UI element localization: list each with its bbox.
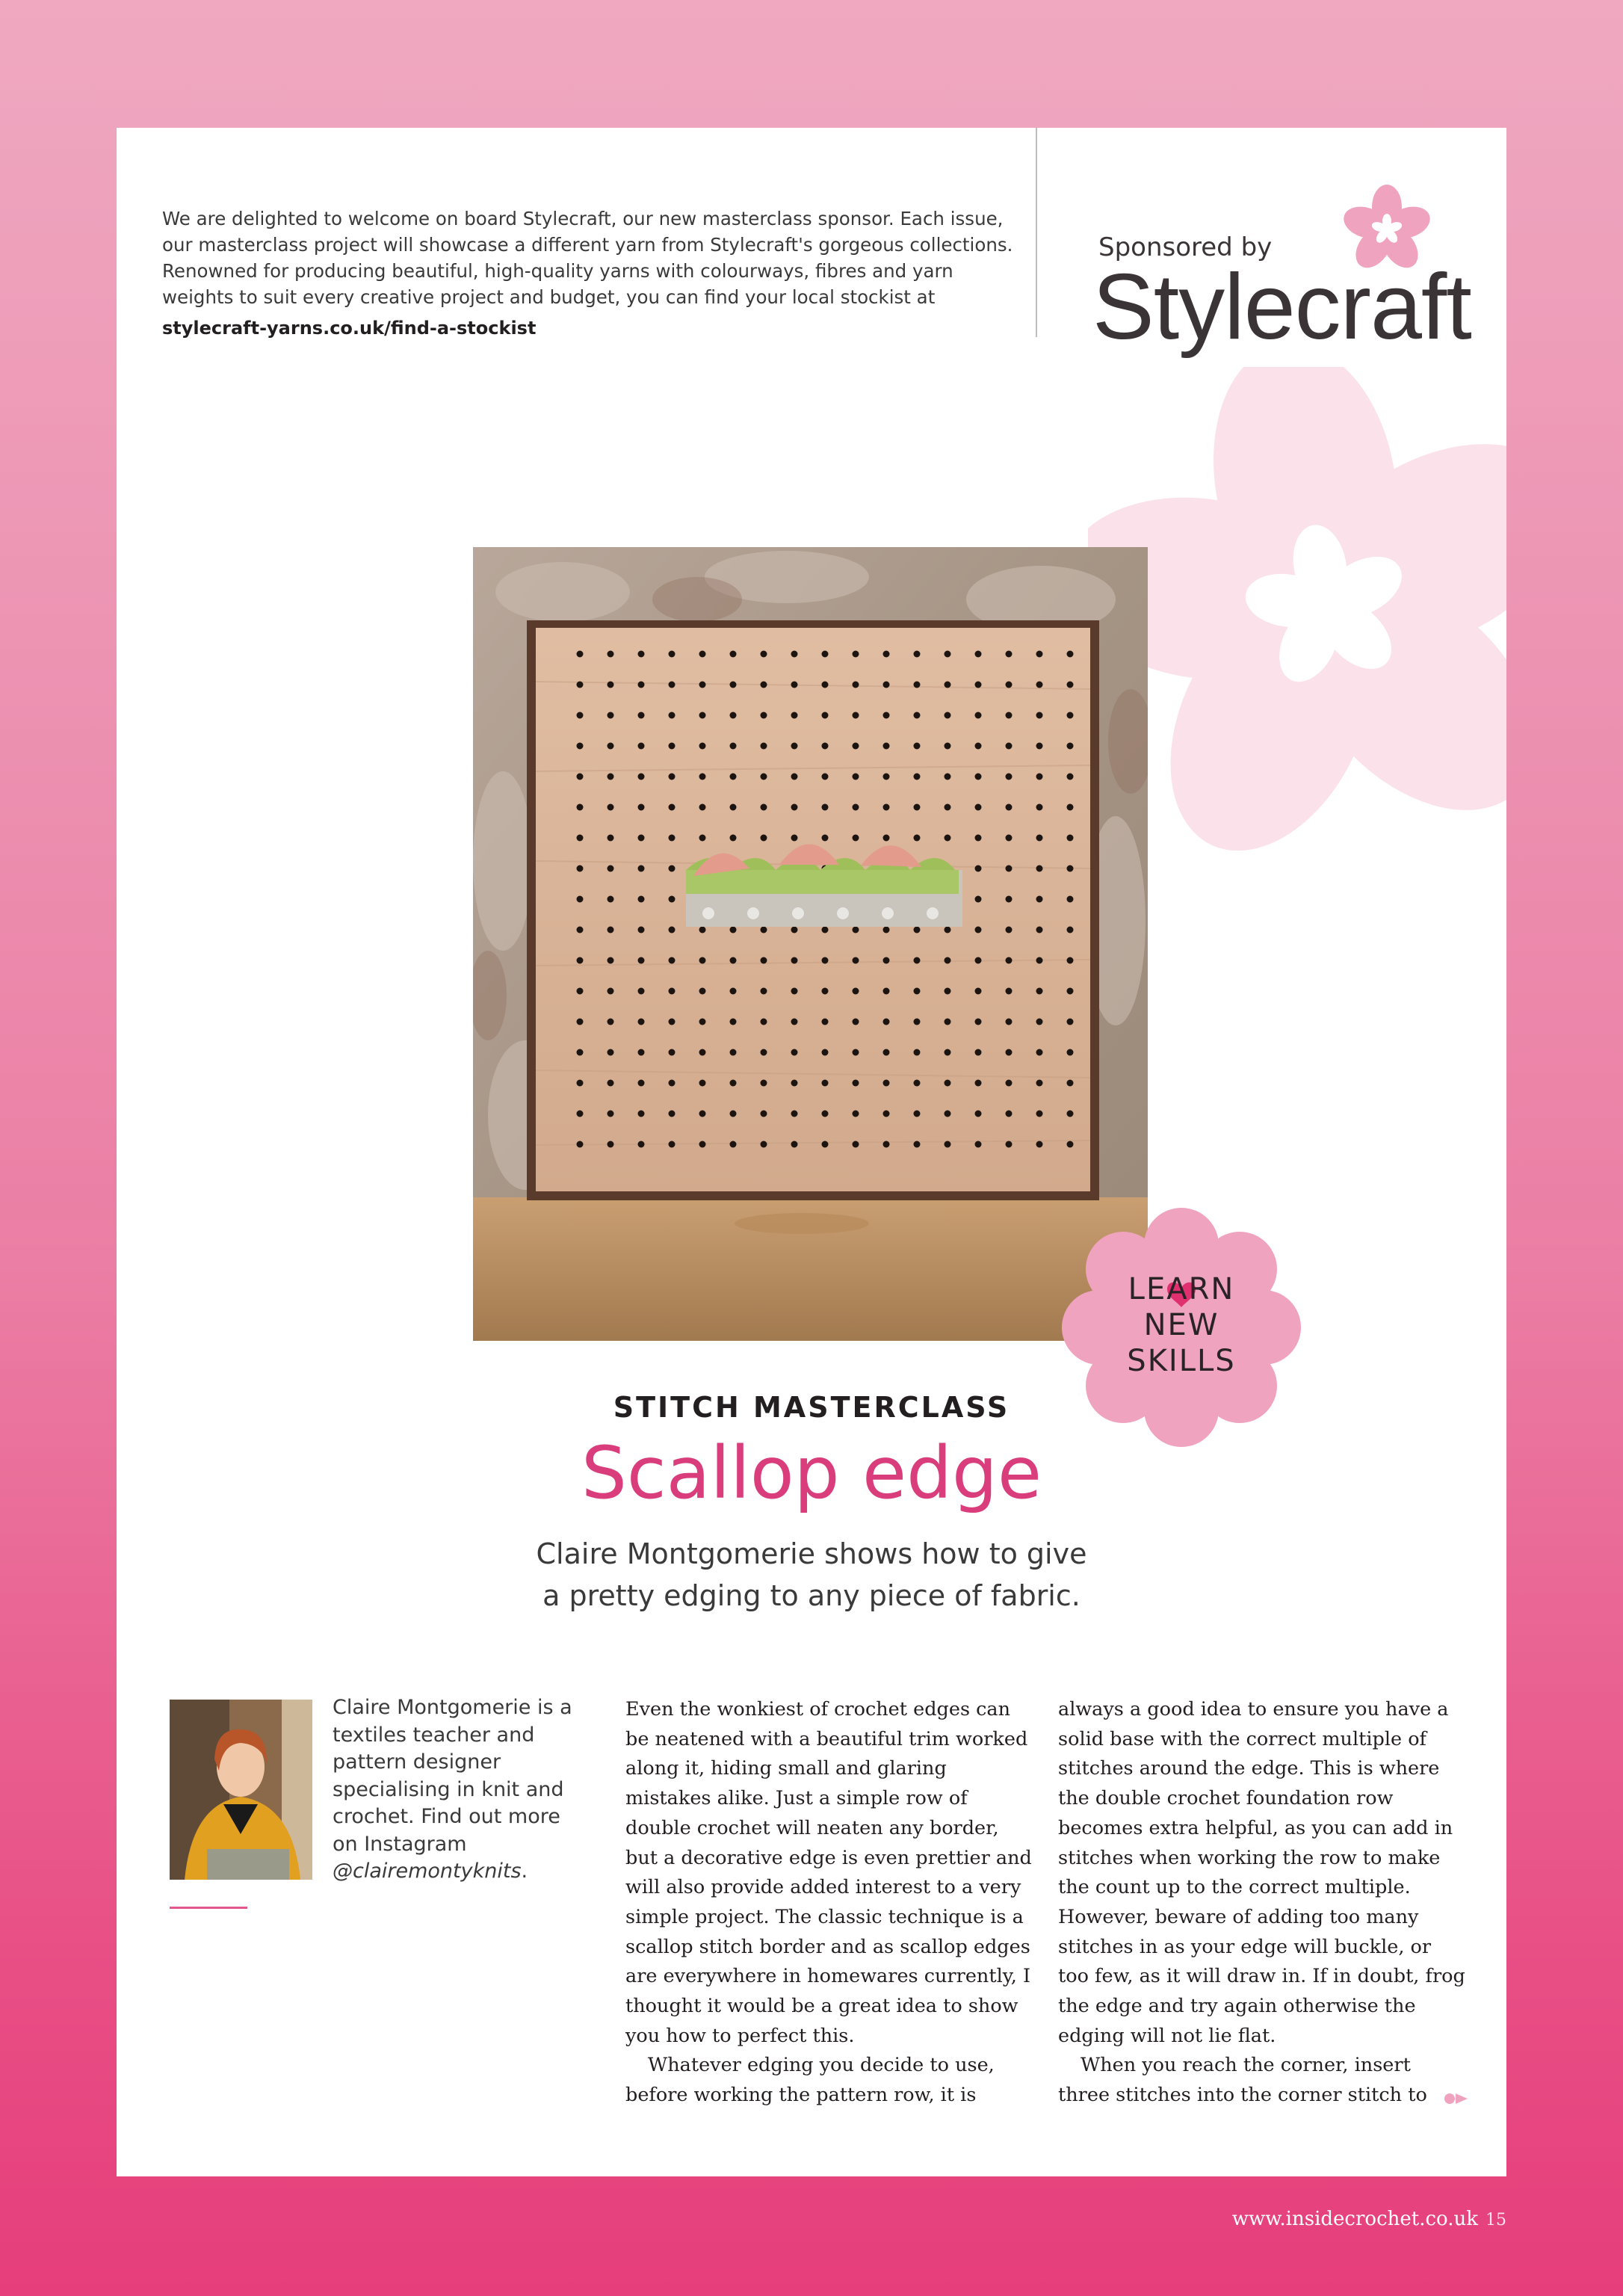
bio-suffix: . xyxy=(521,1860,528,1883)
badge-line-2: NEW xyxy=(1143,1308,1219,1342)
body-paragraph-1: Even the wonkiest of crochet edges can be neatened with a beautiful trim worked along it, hiding small and glaring mistakes alike. Just a simple row of double crochet will neaten any border, but a decorative edge is even prettier and will also provide added interest to a very simple project. The classic technique is a scallop stitch border and as scallop edges are everywhere in homewares currently, I thought it would be a great idea to show you how to perfect this. xyxy=(625,1698,1032,2047)
badge-line-3: SKILLS xyxy=(1127,1344,1236,1378)
decorative-flower-icon xyxy=(1088,367,1506,890)
website-url[interactable]: www.insidecrochet.co.uk xyxy=(1231,2208,1478,2230)
stylecraft-logo: Stylecraft xyxy=(1092,256,1471,359)
page-panel xyxy=(117,128,1506,2176)
body-paragraph-2: Whatever edging you decide to use, before working the pattern row, it is xyxy=(625,2054,995,2107)
sponsored-by-label: Sponsored by xyxy=(1098,232,1273,262)
body-paragraph-4: When you reach the corner, insert three stitches into the corner stitch to xyxy=(1058,2054,1427,2107)
article-title: Scallop edge xyxy=(581,1431,1042,1515)
continue-arrow-icon xyxy=(1444,2092,1471,2105)
standfirst-line-2: a pretty edging to any piece of fabric. xyxy=(542,1579,1081,1612)
bio-divider xyxy=(170,1907,247,1909)
page-footer xyxy=(1232,2208,1506,2230)
badge-line-1: LEARN xyxy=(1128,1272,1235,1306)
stockist-link[interactable]: stylecraft-yarns.co.uk/find-a-stockist xyxy=(162,318,537,339)
sponsor-intro-text: We are delighted to welcome on board Stylecraft, our new masterclass sponsor. Each issue, our masterclass project will showcase a different yarn from Stylecraft's gorgeous collections. Renowned for producing beautiful, high-quality yarns with colourways, fibres and yarn weights to suit every creative project and budget, you can find your local stockist at xyxy=(162,208,1013,308)
body-column-2 xyxy=(1058,1695,1465,2111)
blocking-board-photo xyxy=(473,547,1148,1341)
author-photo xyxy=(170,1700,312,1880)
author-bio-text: Claire Montgomerie is a textiles teacher and pattern designer specialising in knit and crochet. Find out more on Instagram xyxy=(333,1696,572,1856)
body-paragraph-3: always a good idea to ensure you have a solid base with the correct multiple of stitches around the edge. This is where the double crochet foundation row becomes extra helpful, as you can add in stitches when working the row to make the count up to the correct multiple. However, beware of adding too many stitches in as your edge will buckle, or too few, as it will draw in. If in doubt, frog the edge and try again otherwise the edging will not lie flat. xyxy=(1058,1698,1465,2047)
author-bio xyxy=(333,1694,579,1886)
standfirst-line-1: Claire Montgomerie shows how to give xyxy=(536,1537,1087,1570)
divider xyxy=(1036,128,1037,337)
page-number: 15 xyxy=(1486,2211,1506,2229)
instagram-handle[interactable]: @clairemontyknits xyxy=(333,1860,522,1883)
section-kicker: STITCH MASTERCLASS xyxy=(613,1391,1010,1424)
body-column-1 xyxy=(625,1695,1033,2111)
standfirst xyxy=(117,1533,1506,1617)
badge-label xyxy=(1058,1271,1305,1379)
